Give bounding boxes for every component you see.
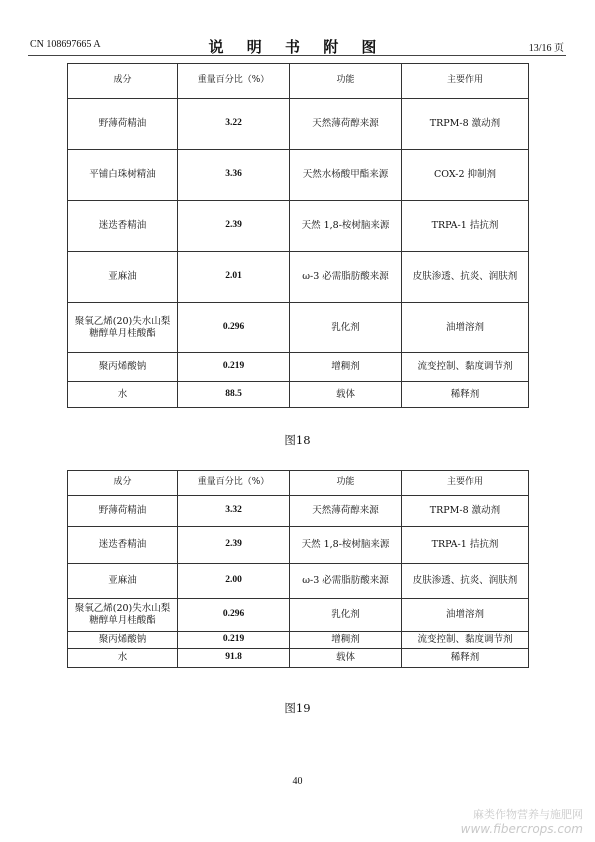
ingredient-cell: 聚丙烯酸钠 bbox=[68, 632, 178, 649]
ingredient-cell: 迷迭香精油 bbox=[68, 201, 178, 252]
function-cell: 天然薄荷醇来源 bbox=[290, 496, 402, 527]
header-cell: 成分 bbox=[68, 471, 178, 496]
function-cell: ω-3 必需脂肪酸来源 bbox=[290, 252, 402, 303]
header-cell: 主要作用 bbox=[402, 64, 529, 99]
table-row bbox=[68, 632, 529, 649]
header-cell: 重量百分比（%） bbox=[178, 471, 290, 496]
table-row bbox=[68, 201, 529, 252]
page-title: 说 明 书 附 图 bbox=[208, 38, 386, 56]
ingredient-cell: 亚麻油 bbox=[68, 564, 178, 599]
table-row bbox=[68, 496, 529, 527]
page-counter: 13/16 页 bbox=[528, 43, 564, 54]
weight-percent-cell: 0.296 bbox=[178, 599, 290, 632]
ingredient-cell: 聚丙烯酸钠 bbox=[68, 353, 178, 382]
weight-percent-cell: 2.01 bbox=[178, 252, 290, 303]
table-row bbox=[68, 252, 529, 303]
ingredient-cell: 野薄荷精油 bbox=[68, 99, 178, 150]
main-role-cell: COX-2 抑制剂 bbox=[402, 150, 529, 201]
ingredient-cell: 聚氧乙烯(20)失水山梨糖醇单月桂酸酯 bbox=[68, 303, 178, 353]
function-cell: 增稠剂 bbox=[290, 353, 402, 382]
weight-percent-cell: 0.296 bbox=[178, 303, 290, 353]
main-role-cell: TRPA-1 拮抗剂 bbox=[402, 527, 529, 564]
watermark-text: 麻类作物营养与施肥网 bbox=[473, 808, 583, 821]
weight-percent-cell: 91.8 bbox=[178, 649, 290, 668]
composition-table-19 bbox=[67, 470, 529, 668]
ingredient-cell: 水 bbox=[68, 382, 178, 408]
table-header-row bbox=[68, 64, 529, 99]
function-cell: ω-3 必需脂肪酸来源 bbox=[290, 564, 402, 599]
function-cell: 天然水杨酸甲酯来源 bbox=[290, 150, 402, 201]
table-row bbox=[68, 382, 529, 408]
weight-percent-cell: 3.32 bbox=[178, 496, 290, 527]
main-role-cell: 皮肤渗透、抗炎、润肤剂 bbox=[402, 564, 529, 599]
ingredient-cell: 亚麻油 bbox=[68, 252, 178, 303]
ingredient-cell: 水 bbox=[68, 649, 178, 668]
weight-percent-cell: 2.39 bbox=[178, 201, 290, 252]
header-cell: 主要作用 bbox=[402, 471, 529, 496]
header-cell: 成分 bbox=[68, 64, 178, 99]
weight-percent-cell: 2.00 bbox=[178, 564, 290, 599]
ingredient-cell: 聚氧乙烯(20)失水山梨糖醇单月桂酸酯 bbox=[68, 599, 178, 632]
weight-percent-cell: 0.219 bbox=[178, 353, 290, 382]
composition-table-18 bbox=[67, 63, 529, 408]
patent-number: CN 108697665 A bbox=[30, 39, 101, 50]
main-role-cell: 流变控制、黏度调节剂 bbox=[402, 632, 529, 649]
main-role-cell: TRPM-8 激动剂 bbox=[402, 99, 529, 150]
header-divider bbox=[28, 55, 566, 56]
table-row bbox=[68, 649, 529, 668]
function-cell: 乳化剂 bbox=[290, 303, 402, 353]
header-cell: 功能 bbox=[290, 64, 402, 99]
weight-percent-cell: 3.36 bbox=[178, 150, 290, 201]
function-cell: 增稠剂 bbox=[290, 632, 402, 649]
main-role-cell: 稀释剂 bbox=[402, 649, 529, 668]
function-cell: 天然薄荷醇来源 bbox=[290, 99, 402, 150]
table-row bbox=[68, 353, 529, 382]
main-role-cell: 油增溶剂 bbox=[402, 599, 529, 632]
header-cell: 功能 bbox=[290, 471, 402, 496]
table-row bbox=[68, 303, 529, 353]
main-role-cell: 油增溶剂 bbox=[402, 303, 529, 353]
main-role-cell: 稀释剂 bbox=[402, 382, 529, 408]
header-cell: 重量百分比（%） bbox=[178, 64, 290, 99]
weight-percent-cell: 0.219 bbox=[178, 632, 290, 649]
weight-percent-cell: 2.39 bbox=[178, 527, 290, 564]
table-row bbox=[68, 527, 529, 564]
table-row bbox=[68, 99, 529, 150]
weight-percent-cell: 3.22 bbox=[178, 99, 290, 150]
main-role-cell: 皮肤渗透、抗炎、润肤剂 bbox=[402, 252, 529, 303]
ingredient-cell: 平铺白珠树精油 bbox=[68, 150, 178, 201]
page-number: 40 bbox=[292, 776, 303, 787]
main-role-cell: 流变控制、黏度调节剂 bbox=[402, 353, 529, 382]
watermark-url: www.fibercrops.com bbox=[460, 822, 583, 836]
function-cell: 乳化剂 bbox=[290, 599, 402, 632]
ingredient-cell: 迷迭香精油 bbox=[68, 527, 178, 564]
ingredient-cell: 野薄荷精油 bbox=[68, 496, 178, 527]
table-row bbox=[68, 150, 529, 201]
page-header bbox=[28, 36, 566, 54]
table-row bbox=[68, 564, 529, 599]
figure-18-caption: 图18 bbox=[284, 433, 311, 447]
table-header-row bbox=[68, 471, 529, 496]
figure-19-caption: 图19 bbox=[284, 701, 311, 715]
function-cell: 载体 bbox=[290, 382, 402, 408]
function-cell: 天然 1,8-桉树脑来源 bbox=[290, 201, 402, 252]
main-role-cell: TRPA-1 拮抗剂 bbox=[402, 201, 529, 252]
function-cell: 天然 1,8-桉树脑来源 bbox=[290, 527, 402, 564]
function-cell: 载体 bbox=[290, 649, 402, 668]
main-role-cell: TRPM-8 激动剂 bbox=[402, 496, 529, 527]
weight-percent-cell: 88.5 bbox=[178, 382, 290, 408]
table-row bbox=[68, 599, 529, 632]
